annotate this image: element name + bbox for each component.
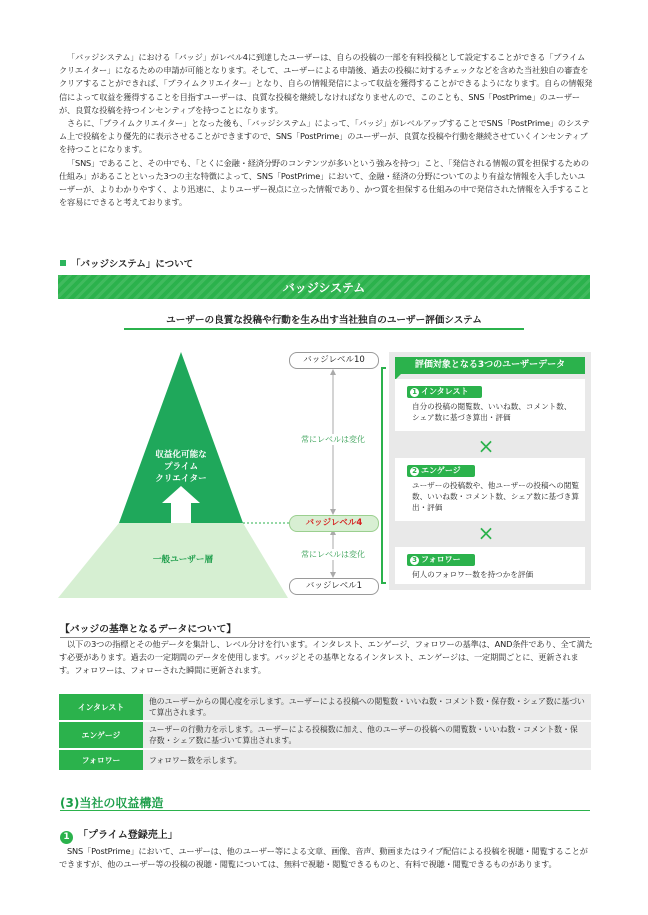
badge-level-1: バッジレベル1 (289, 578, 379, 595)
revenue-text (59, 845, 593, 871)
number-badge-icon: 1 (410, 388, 419, 397)
prime-registration-heading-text: 「プライム登録売上」 (78, 830, 178, 841)
data-card-header (407, 554, 475, 566)
badge-level-4: バッジレベル4 (289, 515, 379, 532)
multiply-icon: × (477, 521, 495, 545)
table-row (59, 749, 591, 771)
intro-paragraph-1: 「バッジシステム」における「バッジ」がレベル4に到達したユーザーは、自らの投稿の一部を有料投稿として設定することができる「プライムクリエイター」になるための申請が可能となります。そして、ユーザーによる申請後、過去の投稿に対するチェックなどを含めた当社独自の審査をクリアすることができれば、「プライムクリエイター」となり、自らの情報発信によって収益を獲得することができるようになります。自らの情報発信によって収益を獲得することを目指すユーザーは、良質な投稿を継続しなければなりませんので、このことも、SNS「PostPrime」のユーザーが、良質な投稿を持つインセンティブを持つことになります。 (59, 52, 593, 115)
data-card-body: ユーザーの投稿数や、他ユーザーの投稿への閲覧数、いいね数・コメント数、シェア数に基づき算出・評価 (412, 481, 579, 512)
data-card-header (407, 465, 475, 477)
criteria-text (59, 638, 593, 678)
change-label-lower: 常にレベルは変化 (289, 549, 377, 560)
pyramid-top-label-text: 収益化可能な プライム クリエイター (155, 450, 207, 484)
data-card-header (407, 386, 482, 398)
data-card-body: 何人のフォロワー数を持つかを評価 (412, 570, 534, 579)
badge-level-10: バッジレベル10 (289, 352, 379, 369)
multiply-icon: × (477, 434, 495, 458)
user-data-panel (389, 352, 591, 590)
diagram-subtitle: ユーザーの良質な投稿や行動を生み出す当社独自のユーザー評価システム (166, 315, 482, 326)
badge-section-heading-text: 「バッジシステム」について (71, 259, 194, 270)
intro-paragraph-2: さらに、「プライムクリエイター」となった後も、「バッジシステム」によって、「バッジ」がレベルアップすることでSNS「PostPrime」のシステム上で投稿をより優先的に表示させることができますので、SNS「PostPrime」のユーザーが、良質な投稿や行動を継続させていくインセンティブを持つことになります。 (59, 118, 590, 155)
criteria-value: フォロワー数を示します。 (143, 749, 591, 771)
pyramid-top-label (131, 449, 231, 485)
number-badge-icon: 3 (410, 556, 419, 565)
data-card-interest (395, 379, 585, 431)
data-card-title: エンゲージ (421, 466, 461, 475)
criteria-key: インタレスト (59, 694, 143, 721)
criteria-paragraph: 以下の3つの指標とその他データを集計し、レベル分けを行います。インタレスト、エンゲージ、フォロワーの基準は、AND条件であり、全て満たす必要があります。過去の一定期間のデータを使用します。バッジとその基準となるインタレスト、エンゲージは、一定期間ごとに、更新されます。フォロワーは、フォローされた瞬間に更新されます。 (59, 639, 593, 676)
revenue-paragraph: SNS「PostPrime」において、ユーザーは、他のユーザー等による文章、画像、音声、動画またはライブ配信による投稿を視聴・閲覧することができますが、他のユーザー等の投稿の視聴・閲覧については、無料で視聴・閲覧できるものと、有料で視聴・閲覧できるものがあります。 (59, 846, 588, 870)
data-card-title: インタレスト (421, 387, 469, 396)
criteria-table (59, 694, 591, 772)
data-card-follower (395, 547, 585, 584)
intro-paragraph-3: 「SNS」であること、その中でも、「とくに金融・経済分野のコンテンツが多いという強みを持つ」こと、「発信される情報の質を担保するための仕組み」があることといった3つの主な特徴によって、SNS「PostPrime」において、金融・経済の分野についてのより有益な情報を入手したいユーザーが、よりわかりやすく、より迅速に、よりユーザー視点に立った情報であり、かつ質を担保する仕組みの中で発信された情報を入手することを容易にできると考えております。 (59, 157, 590, 208)
table-row (59, 694, 591, 721)
criteria-key: フォロワー (59, 749, 143, 771)
number-circle-icon: 1 (60, 831, 73, 844)
revenue-heading-underline (60, 810, 590, 811)
criteria-key: エンゲージ (59, 721, 143, 749)
revenue-heading: (3)当社の収益構造 (60, 796, 164, 810)
criteria-value: ユーザーの行動力を示します。ユーザーによる投稿数に加え、他のユーザーの投稿への閲覧数・いいね数・コメント数・保存数・シェア数に基づいて算出されます。 (143, 721, 591, 749)
panel-title: 評価対象となる3つのユーザーデータ (395, 357, 585, 374)
change-label-upper: 常にレベルは変化 (289, 434, 377, 445)
upper-arrowhead-top (330, 369, 336, 375)
panel-bracket (382, 368, 386, 583)
table-row (59, 721, 591, 749)
pyramid-bottom-label: 一般ユーザー層 (152, 555, 214, 565)
banner-title: バッジシステム (282, 281, 366, 295)
criteria-heading: 【バッジの基準となるデータについて】 (60, 621, 590, 638)
criteria-value: 他のユーザーからの関心度を示します。ユーザーによる投稿への閲覧数・いいね数・コメント数・保存数・シェア数に基づいて算出されます。 (143, 694, 591, 721)
prime-registration-heading (60, 826, 178, 844)
data-card-engage (395, 458, 585, 521)
data-card-title: フォロワー (421, 555, 461, 564)
data-card-body: 自分の投稿の閲覧数、いいね数、コメント数、シェア数に基づき算出・評価 (412, 402, 572, 422)
number-badge-icon: 2 (410, 467, 419, 476)
